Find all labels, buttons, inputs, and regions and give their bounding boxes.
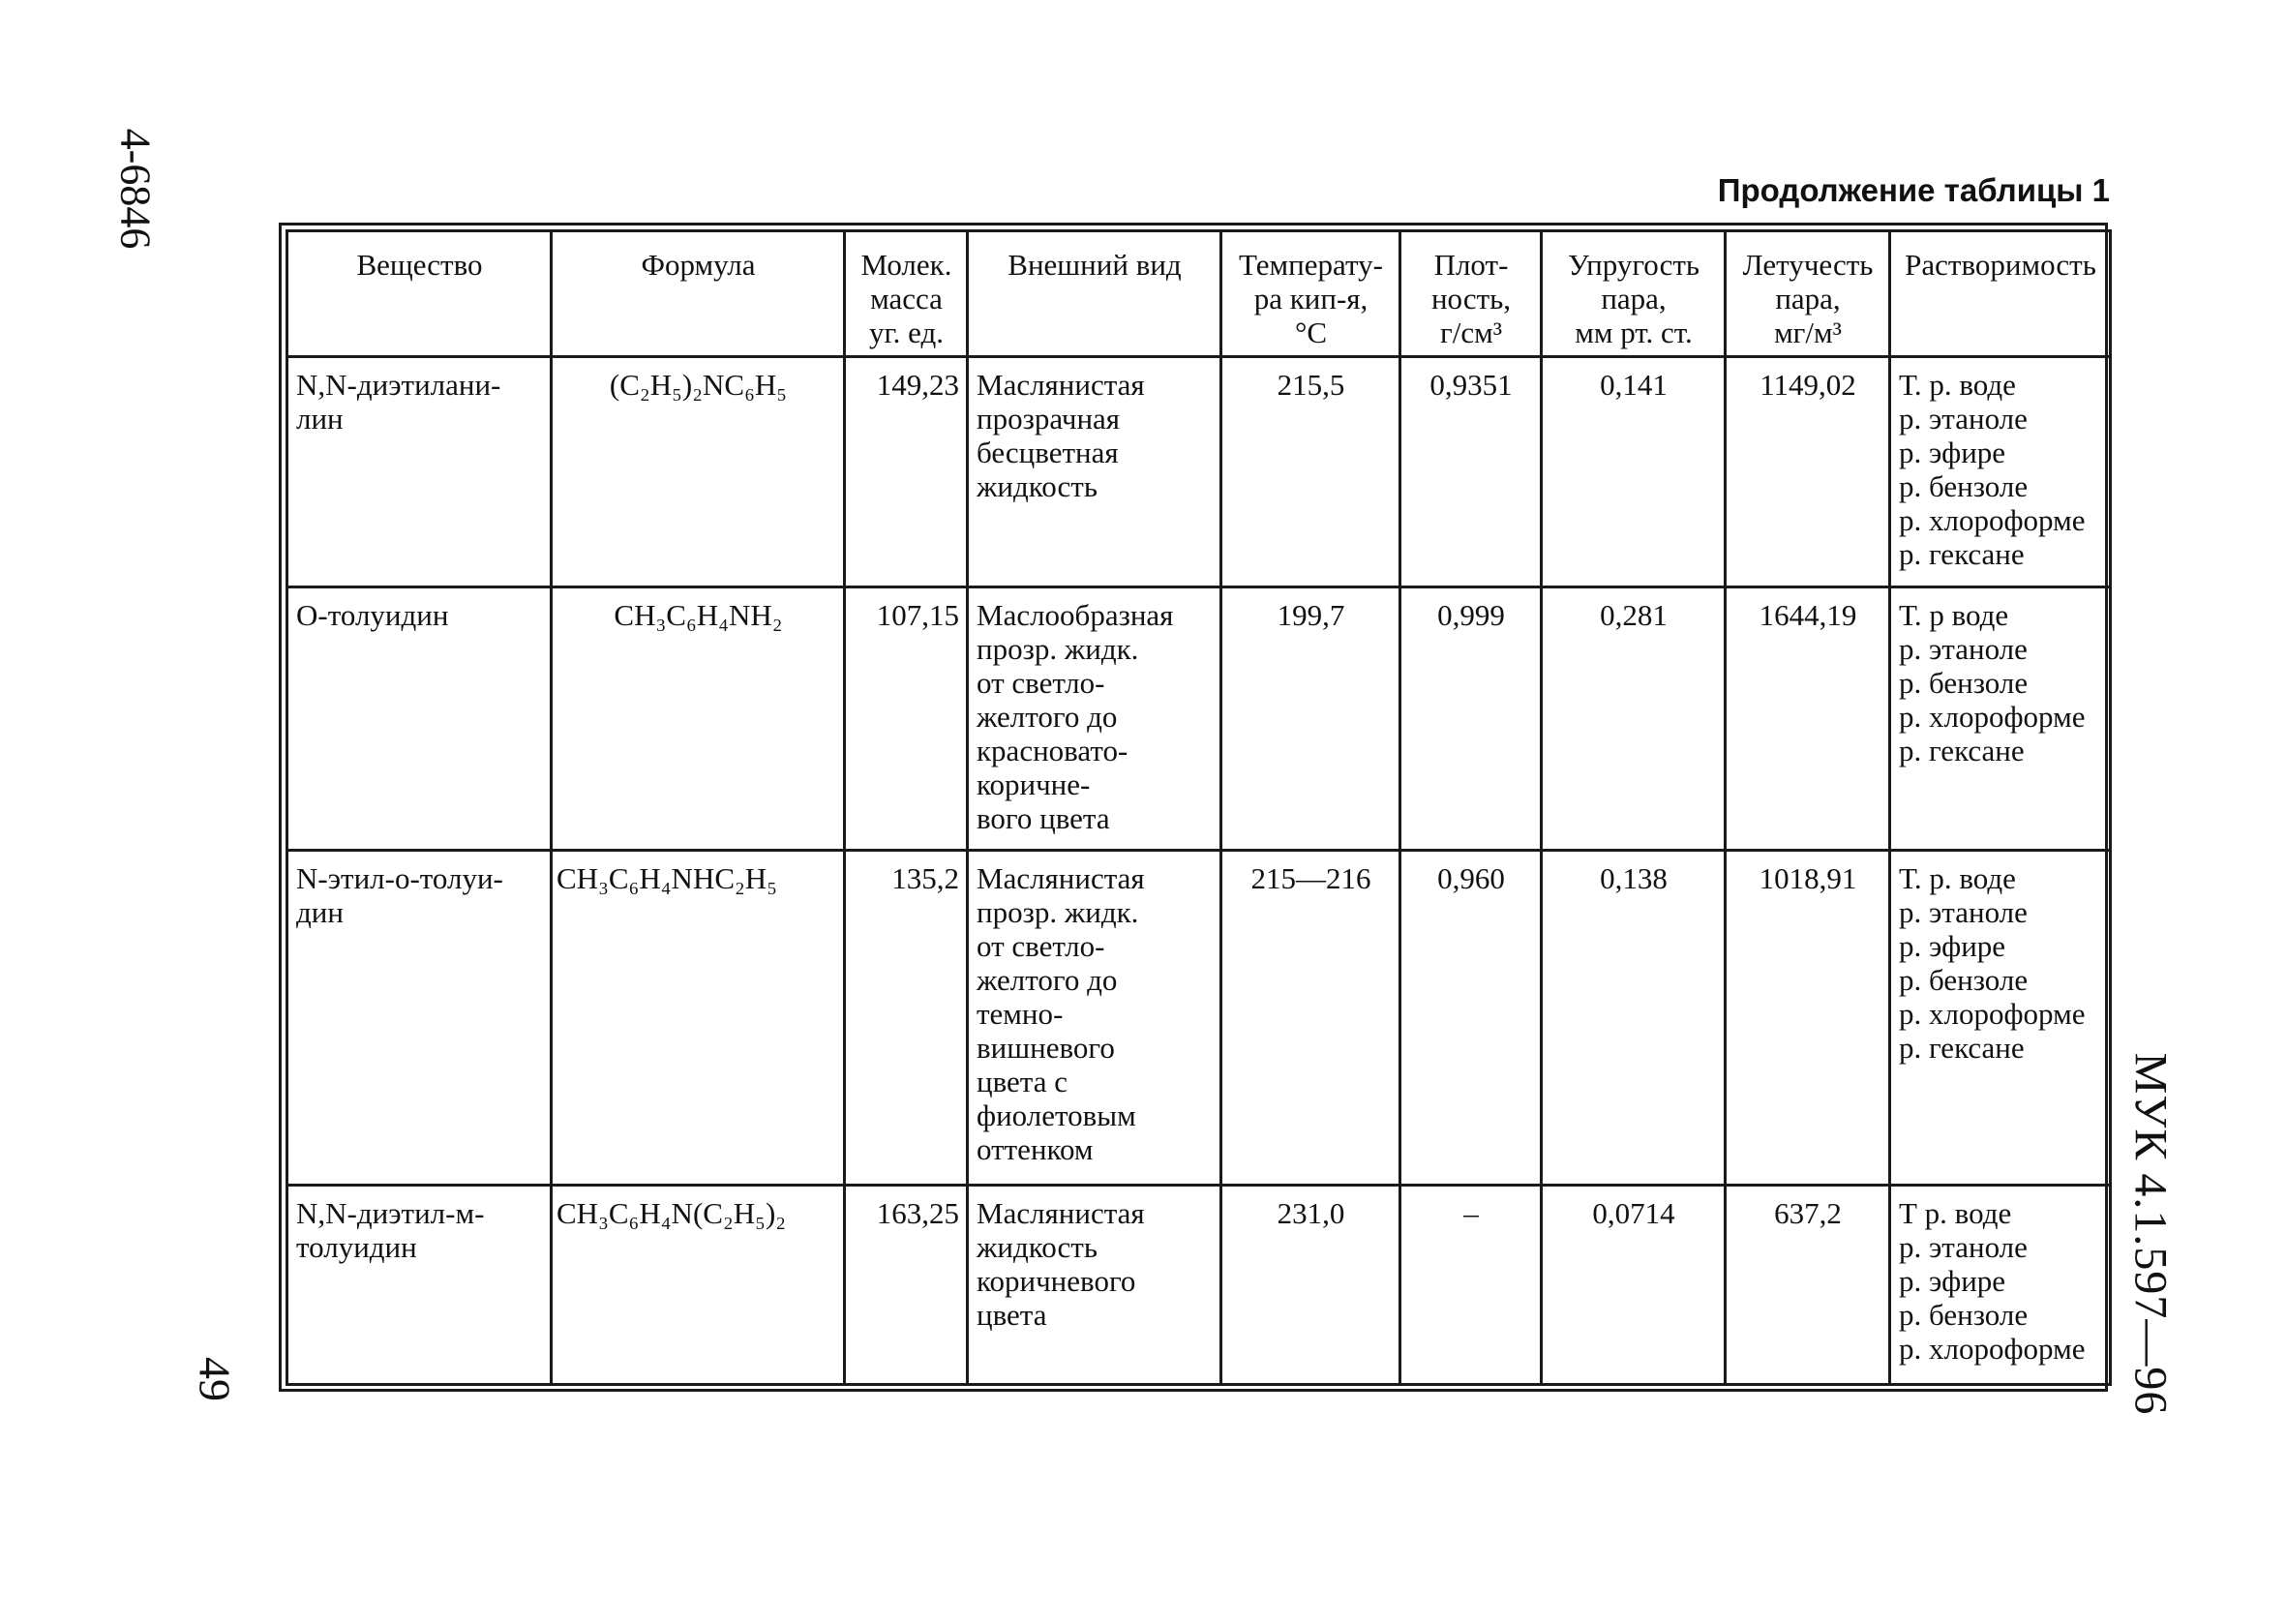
cell-formula: CH₃C₆H₄NH₂ bbox=[552, 587, 845, 851]
properties-table bbox=[286, 229, 2112, 1386]
header-vapor-pressure: Упругость пара, мм рт. ст. bbox=[1542, 231, 1726, 357]
header-solubility: Растворимость bbox=[1890, 231, 2111, 357]
cell-mass: 107,15 bbox=[845, 587, 968, 851]
cell-solubility: Т. р. воде р. этаноле р. эфире р. бензоле р. хлороформе р. гексане bbox=[1890, 357, 2111, 587]
header-volatility: Летучесть пара, мг/м³ bbox=[1726, 231, 1890, 357]
cell-appearance: Маслянистая прозр. жидк. от светло- желтого до темно- вишневого цвета с фиолетовым оттенком bbox=[968, 851, 1221, 1186]
table-header-row bbox=[287, 231, 2111, 357]
left-margin-code: 4-6846 bbox=[111, 128, 160, 250]
cell-volatility: 637,2 bbox=[1726, 1186, 1890, 1385]
cell-vapor-pressure: 0,0714 bbox=[1542, 1186, 1726, 1385]
cell-appearance: Маслянистая жидкость коричневого цвета bbox=[968, 1186, 1221, 1385]
cell-volatility: 1644,19 bbox=[1726, 587, 1890, 851]
cell-boiling: 199,7 bbox=[1221, 587, 1400, 851]
cell-solubility: Т. р воде р. этаноле р. бензоле р. хлороформе р. гексане bbox=[1890, 587, 2111, 851]
cell-mass: 149,23 bbox=[845, 357, 968, 587]
header-density: Плот- ность, г/см³ bbox=[1400, 231, 1542, 357]
table-row bbox=[287, 357, 2111, 587]
cell-density: 0,960 bbox=[1400, 851, 1542, 1186]
cell-density: 0,9351 bbox=[1400, 357, 1542, 587]
cell-substance: N-этил-о-толуи- дин bbox=[287, 851, 552, 1186]
header-appearance: Внешний вид bbox=[968, 231, 1221, 357]
header-formula: Формула bbox=[552, 231, 845, 357]
table-caption: Продолжение таблицы 1 bbox=[1717, 172, 2110, 208]
cell-density: 0,999 bbox=[1400, 587, 1542, 851]
cell-vapor-pressure: 0,281 bbox=[1542, 587, 1726, 851]
header-boiling-point: Температу- ра кип-я, °С bbox=[1221, 231, 1400, 357]
table-row bbox=[287, 587, 2111, 851]
cell-vapor-pressure: 0,141 bbox=[1542, 357, 1726, 587]
cell-solubility: Т р. воде р. этаноле р. эфире р. бензоле р. хлороформе bbox=[1890, 1186, 2111, 1385]
cell-boiling: 231,0 bbox=[1221, 1186, 1400, 1385]
table-frame bbox=[279, 223, 2108, 1392]
cell-appearance: Маслообразная прозр. жидк. от светло- желтого до красновато- коричне- вого цвета bbox=[968, 587, 1221, 851]
cell-mass: 135,2 bbox=[845, 851, 968, 1186]
cell-mass: 163,25 bbox=[845, 1186, 968, 1385]
cell-formula: (C₂H₅)₂NC₆H₅ bbox=[552, 357, 845, 587]
cell-boiling: 215—216 bbox=[1221, 851, 1400, 1186]
cell-formula: CH₃C₆H₄N(C₂H₅)₂ bbox=[552, 1186, 845, 1385]
table-row bbox=[287, 1186, 2111, 1385]
cell-vapor-pressure: 0,138 bbox=[1542, 851, 1726, 1186]
cell-formula: CH₃C₆H₄NHC₂H₅ bbox=[552, 851, 845, 1186]
cell-boiling: 215,5 bbox=[1221, 357, 1400, 587]
table-row bbox=[287, 851, 2111, 1186]
document-code: МУК 4.1.597—96 bbox=[2124, 1052, 2177, 1416]
cell-substance: N,N-диэтил-м- толуидин bbox=[287, 1186, 552, 1385]
header-substance: Вещество bbox=[287, 231, 552, 357]
page-number: 49 bbox=[190, 1357, 240, 1401]
cell-appearance: Маслянистая прозрачная бесцветная жидкость bbox=[968, 357, 1221, 587]
cell-substance: N,N-диэтилани- лин bbox=[287, 357, 552, 587]
cell-volatility: 1149,02 bbox=[1726, 357, 1890, 587]
cell-substance: О-толуидин bbox=[287, 587, 552, 851]
cell-solubility: Т. р. воде р. этаноле р. эфире р. бензоле р. хлороформе р. гексане bbox=[1890, 851, 2111, 1186]
cell-volatility: 1018,91 bbox=[1726, 851, 1890, 1186]
cell-density: – bbox=[1400, 1186, 1542, 1385]
header-molecular-mass: Молек. масса уг. ед. bbox=[845, 231, 968, 357]
